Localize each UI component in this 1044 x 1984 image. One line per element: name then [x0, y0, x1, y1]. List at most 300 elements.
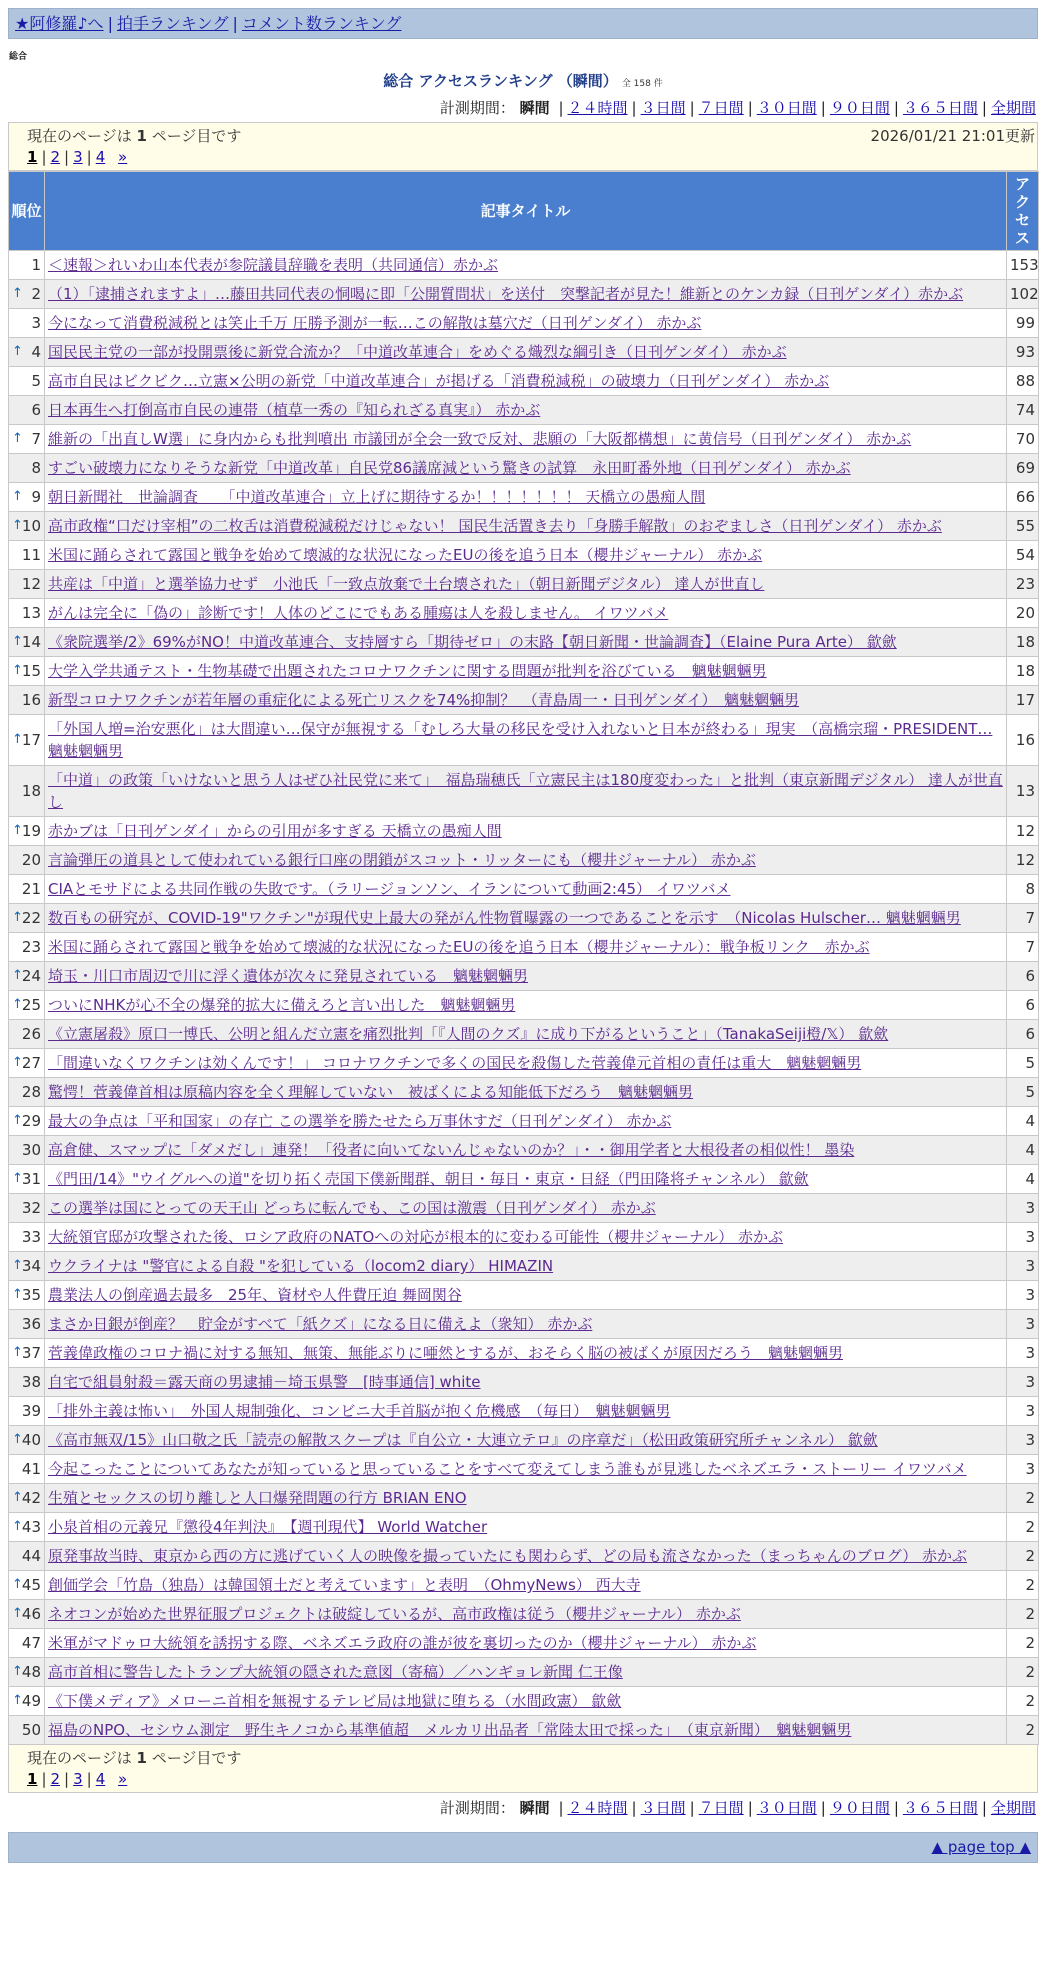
table-row [9, 338, 1039, 367]
title-cell [45, 1310, 1007, 1339]
current-page-number: 1 [27, 148, 38, 166]
rank-up-arrow-icon: ↑ [12, 344, 23, 359]
access-count: 3 [1007, 1194, 1039, 1223]
article-title-link[interactable]: 驚愕！菅義偉首相は原稿内容を全く理解していない 被ばくによる知能低下だろう 魑魅魍魎男 [48, 1083, 694, 1101]
rank-cell [9, 454, 45, 483]
rank-number: 33 [21, 1228, 41, 1246]
rank-number: 23 [21, 938, 41, 956]
current-page-text: 現在のページは 1 ページ目です [27, 1749, 242, 1767]
rank-cell [9, 1078, 45, 1107]
rank-up-arrow-icon: ↑ [12, 1490, 23, 1505]
rank-number: 8 [31, 459, 41, 477]
table-row [9, 1310, 1039, 1339]
period-separator: | [893, 1799, 899, 1817]
rank-up-arrow-icon: ↑ [12, 1432, 23, 1447]
title-cell [45, 280, 1007, 309]
rank-number: 38 [21, 1373, 41, 1391]
title-cell [45, 1049, 1007, 1078]
rank-number: 4 [31, 343, 41, 361]
access-count: 6 [1007, 1020, 1039, 1049]
title-cell [45, 454, 1007, 483]
access-count: 3 [1007, 1310, 1039, 1339]
rank-cell [9, 367, 45, 396]
rank-number: 48 [21, 1663, 41, 1681]
title-cell [45, 991, 1007, 1020]
nav-separator: | [232, 14, 238, 33]
article-title-link[interactable]: 今になって消費税減税とは笑止千万 圧勝予測が一転…この解散は墓穴だ（日刊ゲンダイ） 赤かぶ [48, 314, 702, 332]
page-separator: | [64, 148, 70, 166]
article-title-link[interactable]: 「排外主義は怖い」 外国人規制強化、コンビニ大手首脳が抱く危機感 （毎日） 魑魅魍魎男 [48, 1402, 671, 1420]
next-page-link[interactable]: » [118, 148, 128, 166]
period-option-link[interactable]: ７日間 [698, 1799, 744, 1817]
rank-number: 20 [21, 851, 41, 869]
article-title-link[interactable]: 《立憲屠殺》原口一博氏、公明と組んだ立憲を痛烈批判「『人間のクズ』に成り下がるということ」（TanakaSeiji橙/𝕏） 歙歛 [48, 1025, 889, 1043]
article-title-link[interactable]: （1）「逮捕されますよ」…藤田共同代表の恫喝に即「公開質問状」を送付 突撃記者が見た！維新とのケンカ録（日刊ゲンダイ）赤かぶ [48, 285, 964, 303]
access-count: 54 [1007, 541, 1039, 570]
rank-number: 16 [21, 691, 41, 709]
rank-cell [9, 570, 45, 599]
title-cell [45, 875, 1007, 904]
title-cell [45, 1716, 1007, 1745]
comment-ranking-link[interactable]: コメント数ランキング [241, 14, 402, 33]
table-row [9, 454, 1039, 483]
rank-number: 29 [21, 1112, 41, 1130]
title-cell [45, 512, 1007, 541]
article-title-link[interactable]: 朝日新聞社 世論調査 「中道改革連合」立上げに期待するか！！！！！！！ 天橋立の愚痴人間 [48, 488, 706, 506]
table-row [9, 1716, 1039, 1745]
access-count: 153 [1007, 251, 1039, 280]
table-row [9, 1107, 1039, 1136]
rank-up-arrow-icon: ↑ [12, 1519, 23, 1534]
rank-number: 47 [21, 1634, 41, 1652]
title-cell [45, 1194, 1007, 1223]
home-link[interactable]: ★阿修羅♪へ [15, 14, 104, 33]
title-cell [45, 1513, 1007, 1542]
title-cell [45, 715, 1007, 766]
table-row [9, 1687, 1039, 1716]
period-separator: | [558, 99, 564, 117]
table-row [9, 1426, 1039, 1455]
rank-cell [9, 425, 45, 454]
title-cell [45, 1136, 1007, 1165]
access-count: 3 [1007, 1339, 1039, 1368]
table-row [9, 1223, 1039, 1252]
rank-up-arrow-icon: ↑ [12, 1171, 23, 1186]
article-title-link[interactable]: 米軍がマドゥロ大統領を誘拐する際、ベネズエラ政府の誰が彼を裏切ったのか（櫻井ジャーナル） 赤かぶ [48, 1634, 757, 1652]
article-title-link[interactable]: 福島のNPO、セシウム測定 野生キノコから基準値超 メルカリ出品者「常陸太田で採った」 （東京新聞） 魑魅魍魎男 [48, 1721, 852, 1739]
period-option-link[interactable]: ３６５日間 [902, 99, 978, 117]
title-cell [45, 1339, 1007, 1368]
period-option-link[interactable]: ３日間 [640, 99, 686, 117]
article-title-link[interactable]: 《下僕メディア》メローニ首相を無視するテレビ局は地獄に堕ちる（水間政憲） 歙歛 [48, 1692, 622, 1710]
table-row [9, 309, 1039, 338]
article-title-link[interactable]: 日本再生へ打倒高市自民の連帯（植草一秀の『知られざる真実』） 赤かぶ [48, 401, 541, 419]
access-count: 13 [1007, 766, 1039, 817]
period-separator: | [820, 99, 826, 117]
rank-cell [9, 1426, 45, 1455]
page-link-4[interactable]: 4 [95, 148, 106, 166]
table-row [9, 512, 1039, 541]
rank-number: 12 [21, 575, 41, 593]
rank-cell [9, 1600, 45, 1629]
table-row [9, 1658, 1039, 1687]
rank-cell [9, 1020, 45, 1049]
title-cell [45, 766, 1007, 817]
title-cell [45, 251, 1007, 280]
rank-number: 13 [21, 604, 41, 622]
period-options [554, 99, 1036, 117]
article-title-link[interactable]: ネオコンが始めた世界征服プロジェクトは破綻しているが、高市政権は従う（櫻井ジャーナル） 赤かぶ [48, 1605, 741, 1623]
table-row [9, 1397, 1039, 1426]
rank-cell [9, 1339, 45, 1368]
rank-cell [9, 1165, 45, 1194]
period-separator: | [893, 99, 899, 117]
period-separator: | [747, 99, 753, 117]
page-link-2[interactable]: 2 [50, 148, 61, 166]
article-title-link[interactable]: 埼玉・川口市周辺で川に浮く遺体が次々に発見されている 魑魅魍魎男 [48, 967, 529, 985]
rank-cell [9, 251, 45, 280]
rank-up-arrow-icon: ↑ [12, 634, 23, 649]
rank-cell [9, 1136, 45, 1165]
article-title-link[interactable]: ＜速報＞れいわ山本代表が参院議員辞職を表明（共同通信）赤かぶ [48, 256, 499, 274]
table-row [9, 1455, 1039, 1484]
table-row [9, 904, 1039, 933]
rank-up-arrow-icon: ↑ [12, 1345, 23, 1360]
article-title-link[interactable]: 言論弾圧の道具として使われている銀行口座の閉鎖がスコット・リッターにも（櫻井ジャーナル） 赤かぶ [48, 851, 756, 869]
access-header: アクセス [1007, 172, 1039, 251]
rank-header: 順位 [9, 172, 45, 251]
period-option-link[interactable]: ２４時間 [567, 1799, 628, 1817]
updated-timestamp: 2026/01/21 21:01更新 [870, 127, 1035, 145]
article-title-link[interactable]: 赤かブは「日刊ゲンダイ」からの引用が多すぎる 天橋立の愚痴人間 [48, 822, 502, 840]
title-cell [45, 846, 1007, 875]
table-header-row [9, 172, 1039, 251]
page-separator: | [41, 148, 47, 166]
rank-number: 43 [21, 1518, 41, 1536]
rank-cell [9, 1629, 45, 1658]
access-count: 2 [1007, 1629, 1039, 1658]
ranking-table [8, 171, 1039, 1745]
article-title-link[interactable]: 農業法人の倒産過去最多 25年、資材や人件費圧迫 舞岡関谷 [48, 1286, 462, 1304]
period-label: 計測期間： [439, 1799, 515, 1817]
rank-up-arrow-icon: ↑ [12, 663, 23, 678]
title-header: 記事タイトル [45, 172, 1007, 251]
rank-number: 39 [21, 1402, 41, 1420]
rank-cell [9, 1571, 45, 1600]
article-title-link[interactable]: 数百もの研究が、COVID-19"ワクチン"が現代史上最大の発がん性物質曝露の一つであることを示す （Nicolas Hulscher… 魑魅魍魎男 [48, 909, 961, 927]
access-count: 3 [1007, 1455, 1039, 1484]
page-separator [109, 148, 114, 166]
access-count: 66 [1007, 483, 1039, 512]
rank-number: 34 [21, 1257, 41, 1275]
next-page-link[interactable]: » [118, 1770, 128, 1788]
access-count: 17 [1007, 686, 1039, 715]
page-separator: | [86, 148, 92, 166]
article-title-link[interactable]: 自宅で組員射殺＝露天商の男逮捕－埼玉県警 [時事通信] white [48, 1373, 481, 1391]
table-row [9, 599, 1039, 628]
table-row [9, 1136, 1039, 1165]
access-count: 16 [1007, 715, 1039, 766]
period-selector-top [8, 97, 1038, 118]
ranking-table-body [9, 251, 1039, 1745]
rank-up-arrow-icon: ↑ [12, 968, 23, 983]
rank-cell [9, 1397, 45, 1426]
title-cell [45, 1484, 1007, 1513]
title-cell [45, 1020, 1007, 1049]
rank-cell [9, 1513, 45, 1542]
access-count: 93 [1007, 338, 1039, 367]
article-title-link[interactable]: がんは完全に「偽の」診断です！人体のどこにでもある腫瘍は人を殺しません。 イワツバメ [48, 604, 669, 622]
article-title-link[interactable]: 「外国人増=治安悪化」は大間違い…保守が無視する「むしろ大量の移民を受け入れないと日本が終わる」現実 （高橋宗瑠・PRESIDENT… 魑魅魍魎男 [48, 720, 993, 760]
article-title-link[interactable]: 今起こったことについてあなたが知っていると思っていることをすべて変えてしまう誰もが見逃したベネズエラ・ストーリー イワツバメ [48, 1460, 967, 1478]
article-title-link[interactable]: この選挙は国にとっての天王山 どっちに転んでも、この国は激震（日刊ゲンダイ） 赤かぶ [48, 1199, 656, 1217]
article-title-link[interactable]: CIAとモサドによる共同作戦の失敗です。（ラリージョンソン、イランについて動画2:45） イワツバメ [48, 880, 731, 898]
table-row [9, 541, 1039, 570]
current-page-number: 1 [27, 1770, 38, 1788]
article-title-link[interactable]: 《門田/14》"ウイグルへの道"を切り拓く売国下僕新聞群、朝日・毎日・東京・日経（門田隆将チャンネル） 歙歛 [48, 1170, 809, 1188]
article-title-link[interactable]: 共産は「中道」と選挙協力せず 小池氏「一致点放棄で土台壊された」（朝日新聞デジタル） 達人が世直し [48, 575, 765, 593]
rank-number: 46 [21, 1605, 41, 1623]
rank-cell [9, 338, 45, 367]
rank-number: 15 [21, 662, 41, 680]
applause-ranking-link[interactable]: 拍手ランキング [116, 14, 229, 33]
rank-number: 5 [31, 372, 41, 390]
article-title-link[interactable]: 高市政権“口だけ宰相”の二枚舌は消費税減税だけじゃない！ 国民生活置き去り「身勝手解散」のおぞましさ（日刊ゲンダイ） 赤かぶ [48, 517, 942, 535]
access-count: 4 [1007, 1107, 1039, 1136]
access-count: 20 [1007, 599, 1039, 628]
period-option-link[interactable]: ７日間 [698, 99, 744, 117]
page-link-2[interactable]: 2 [50, 1770, 61, 1788]
article-title-link[interactable]: 《高市無双/15》山口敬之氏「読売の解散スクープは『自公立・大連立テロ』の序章だ」（松田政策研究所チャンネル） 歙歛 [48, 1431, 878, 1449]
access-count: 3 [1007, 1397, 1039, 1426]
rank-number: 19 [21, 822, 41, 840]
article-title-link[interactable]: 最大の争点は「平和国家」の存亡 この選挙を勝たせたら万事休すだ（日刊ゲンダイ） 赤かぶ [48, 1112, 672, 1130]
access-count: 69 [1007, 454, 1039, 483]
rank-number: 42 [21, 1489, 41, 1507]
rank-number: 10 [21, 517, 41, 535]
table-row [9, 1542, 1039, 1571]
article-title-link[interactable]: すごい破壊力になりそうな新党「中道改革」自民党86議席減という驚きの試算 永田町番外地（日刊ゲンダイ） 赤かぶ [48, 459, 851, 477]
access-count: 5 [1007, 1049, 1039, 1078]
rank-up-arrow-icon: ↑ [12, 910, 23, 925]
title-cell [45, 309, 1007, 338]
title-cell [45, 1223, 1007, 1252]
rank-up-arrow-icon: ↑ [12, 1664, 23, 1679]
table-row [9, 1020, 1039, 1049]
page-separator [109, 1770, 114, 1788]
table-row [9, 1049, 1039, 1078]
rank-number: 7 [31, 430, 41, 448]
rank-number: 41 [21, 1460, 41, 1478]
table-row [9, 1165, 1039, 1194]
table-row [9, 962, 1039, 991]
period-label: 計測期間： [439, 99, 515, 117]
article-title-link[interactable]: 高市自民はビクビク…立憲×公明の新党「中道改革連合」が掲げる「消費税減税」の破壊力（日刊ゲンダイ） 赤かぶ [48, 372, 830, 390]
rank-number: 6 [31, 401, 41, 419]
rank-number: 36 [21, 1315, 41, 1333]
title-cell [45, 1629, 1007, 1658]
access-count: 6 [1007, 991, 1039, 1020]
title-cell [45, 483, 1007, 512]
title-cell [45, 628, 1007, 657]
page-link-3[interactable]: 3 [73, 1770, 83, 1788]
period-option-link[interactable]: 全期間 [990, 99, 1036, 117]
title-cell [45, 657, 1007, 686]
table-row [9, 367, 1039, 396]
rank-up-arrow-icon: ↑ [12, 1577, 23, 1592]
table-row [9, 483, 1039, 512]
article-title-link[interactable]: 米国に踊らされて露国と戦争を始めて壊滅的な状況になったEUの後を追う日本（櫻井ジャーナル） 赤かぶ [48, 546, 763, 564]
period-option-link[interactable]: 全期間 [990, 1799, 1036, 1817]
rank-cell [9, 1542, 45, 1571]
rank-cell [9, 846, 45, 875]
page-link-3[interactable]: 3 [73, 148, 83, 166]
rank-number: 32 [21, 1199, 41, 1217]
rank-number: 45 [21, 1576, 41, 1594]
rank-up-arrow-icon: ↑ [12, 997, 23, 1012]
title-cell [45, 686, 1007, 715]
period-separator: | [981, 99, 987, 117]
article-title-link[interactable]: 創価学会「竹島（独島）は韓国領土だと考えています」と表明 （OhmyNews） 西大寺 [48, 1576, 641, 1594]
article-title-link[interactable]: 大統領官邸が攻撃された後、ロシア政府のNATOへの対応が根本的に変わる可能性（櫻井ジャーナル） 赤かぶ [48, 1228, 784, 1246]
article-title-link[interactable]: 「中道」の政策「いけないと思う人はぜひ社民党に来て」 福島瑞穂氏「立憲民主は180度変わった」と批判（東京新聞デジタル） 達人が世直し [48, 771, 1003, 811]
access-count: 7 [1007, 933, 1039, 962]
title-cell [45, 425, 1007, 454]
access-count: 4 [1007, 1165, 1039, 1194]
period-options [554, 1799, 1036, 1817]
table-row [9, 715, 1039, 766]
period-separator: | [558, 1799, 564, 1817]
article-title-link[interactable]: 高倉健、スマップに「ダメだし」連発！「役者に向いてないんじゃないのか？」・・御用学者と大根役者の相似性！ 墨染 [48, 1141, 855, 1159]
rank-cell [9, 1455, 45, 1484]
article-title-link[interactable]: ついにNHKが心不全の爆発的拡大に備えろと言い出した 魑魅魍魎男 [48, 996, 516, 1014]
article-title-link[interactable]: 大学入学共通テスト・生物基礎で出題されたコロナワクチンに関する問題が批判を浴びている 魑魅魍魎男 [48, 662, 767, 680]
rank-cell [9, 483, 45, 512]
rank-up-arrow-icon: ↑ [12, 1258, 23, 1273]
article-title-link[interactable]: ウクライナは "警官による自殺 "を犯している（locom2 diary） HIMAZIN [48, 1257, 554, 1275]
article-title-link[interactable]: 国民民主党の一部が投開票後に新党合流か？「中道改革連合」をめぐる熾烈な綱引き（日刊ゲンダイ） 赤かぶ [48, 343, 787, 361]
page-links [27, 147, 1035, 168]
period-separator: | [689, 99, 695, 117]
access-count: 2 [1007, 1542, 1039, 1571]
rank-number: 40 [21, 1431, 41, 1449]
table-row [9, 1339, 1039, 1368]
rank-cell [9, 1484, 45, 1513]
rank-cell [9, 686, 45, 715]
rank-number: 26 [21, 1025, 41, 1043]
rank-cell [9, 991, 45, 1020]
nav-separator: | [107, 14, 113, 33]
period-option-link[interactable]: ９０日間 [829, 1799, 890, 1817]
total-count: 全 158 件 [621, 79, 663, 89]
access-count: 3 [1007, 1426, 1039, 1455]
rank-number: 9 [31, 488, 41, 506]
table-row [9, 686, 1039, 715]
rank-number: 31 [21, 1170, 41, 1188]
title-cell [45, 962, 1007, 991]
article-title-link[interactable]: 菅義偉政権のコロナ禍に対する無知、無策、無能ぶりに唖然とするが、おそらく脳の被ばくが原因だろう 魑魅魍魎男 [48, 1344, 844, 1362]
article-title-link[interactable]: 原発事故当時、東京から西の方に逃げていく人の映像を撮っていたにも関わらず、どの局も流さなかった（まっちゃんのブログ） 赤かぶ [48, 1547, 968, 1565]
rank-number: 22 [21, 909, 41, 927]
ranking-heading [8, 70, 1038, 91]
table-row [9, 1513, 1039, 1542]
current-page-text: 現在のページは 1 ページ目です [27, 127, 242, 145]
table-row [9, 1281, 1039, 1310]
period-option-link[interactable]: ３０日間 [756, 99, 817, 117]
table-row [9, 817, 1039, 846]
rank-number: 27 [21, 1054, 41, 1072]
table-row [9, 425, 1039, 454]
article-title-link[interactable]: 「間違いなくワクチンは効くんです！」 コロナワクチンで多くの国民を殺傷した菅義偉元首相の責任は重大 魑魅魍魎男 [48, 1054, 862, 1072]
period-separator: | [820, 1799, 826, 1817]
table-row [9, 1252, 1039, 1281]
rank-up-arrow-icon: ↑ [12, 823, 23, 838]
access-count: 102 [1007, 280, 1039, 309]
title-cell [45, 904, 1007, 933]
rank-cell [9, 962, 45, 991]
rank-number: 14 [21, 633, 41, 651]
title-cell [45, 1571, 1007, 1600]
article-title-link[interactable]: 生殖とセックスの切り離しと人口爆発問題の行方 BRIAN ENO [48, 1489, 467, 1507]
period-separator: | [631, 99, 637, 117]
rank-number: 28 [21, 1083, 41, 1101]
table-row [9, 875, 1039, 904]
article-title-link[interactable]: まさか日銀が倒産？ 貯金がすべて「紙クズ」になる日に備えよ（衆知） 赤かぶ [48, 1315, 593, 1333]
period-option-link[interactable]: ９０日間 [829, 99, 890, 117]
title-cell [45, 570, 1007, 599]
rank-cell [9, 396, 45, 425]
page-top-link[interactable]: ▲ page top ▲ [931, 1838, 1031, 1856]
access-count: 23 [1007, 570, 1039, 599]
title-cell [45, 1455, 1007, 1484]
table-row [9, 846, 1039, 875]
period-selector-bottom [8, 1797, 1038, 1818]
page-separator: | [86, 1770, 92, 1788]
period-option-link[interactable]: ３６５日間 [902, 1799, 978, 1817]
rank-cell [9, 1687, 45, 1716]
period-option-link[interactable]: ３０日間 [756, 1799, 817, 1817]
access-count: 88 [1007, 367, 1039, 396]
article-title-link[interactable]: 《衆院選挙/2》69%がNO！中道改革連合、支持層すら「期待ゼロ」の末路【朝日新聞・世論調査】（Elaine Pura Arte） 歙歛 [48, 633, 897, 651]
access-count: 3 [1007, 1368, 1039, 1397]
title-cell [45, 599, 1007, 628]
period-separator: | [689, 1799, 695, 1817]
access-count: 3 [1007, 1281, 1039, 1310]
period-option-link[interactable]: ３日間 [640, 1799, 686, 1817]
access-count: 2 [1007, 1600, 1039, 1629]
title-cell [45, 933, 1007, 962]
rank-up-arrow-icon: ↑ [12, 1606, 23, 1621]
rank-up-arrow-icon: ↑ [12, 1693, 23, 1708]
rank-cell [9, 628, 45, 657]
article-title-link[interactable]: 新型コロナワクチンが若年層の重症化による死亡リスクを74%抑制？ （青島周一・日刊ゲンダイ） 魑魅魍魎男 [48, 691, 800, 709]
article-title-link[interactable]: 維新の「出直しW選」に身内からも批判噴出 市議団が全会一致で反対、悲願の「大阪都構想」に黄信号（日刊ゲンダイ） 赤かぶ [48, 430, 912, 448]
title-cell [45, 1600, 1007, 1629]
page-link-4[interactable]: 4 [95, 1770, 106, 1788]
table-row [9, 251, 1039, 280]
page-container [8, 0, 1038, 1863]
table-row [9, 991, 1039, 1020]
access-count: 7 [1007, 904, 1039, 933]
article-title-link[interactable]: 米国に踊らされて露国と戦争を始めて壊滅的な状況になったEUの後を追う日本（櫻井ジャーナル）：戦争板リンク 赤かぶ [48, 938, 870, 956]
rank-number: 11 [21, 546, 41, 564]
article-title-link[interactable]: 小泉首相の元義兄『懲役4年判決』 【週刊現代】 World Watcher [48, 1518, 488, 1536]
period-separator: | [747, 1799, 753, 1817]
period-option-link[interactable]: ２４時間 [567, 99, 628, 117]
article-title-link[interactable]: 高市首相に警告したトランプ大統領の隠された意図（寄稿）／ハンギョレ新聞 仁王像 [48, 1663, 623, 1681]
rank-number: 24 [21, 967, 41, 985]
title-cell [45, 817, 1007, 846]
